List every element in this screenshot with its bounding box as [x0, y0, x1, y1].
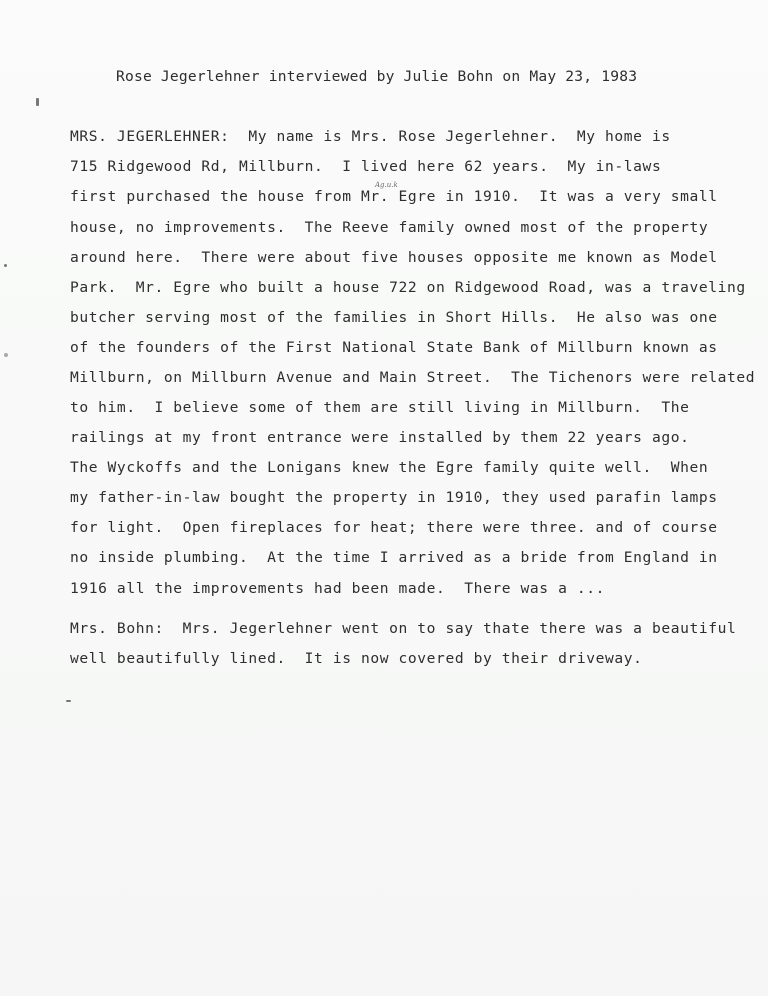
- text-line: to him. I believe some of them are still living in Millburn. The: [70, 399, 690, 416]
- text-line: MRS. JEGERLEHNER: My name is Mrs. Rose Jegerlehner. My home is: [70, 128, 671, 145]
- text-line: The Wyckoffs and the Lonigans knew the Egre family quite well. When: [70, 459, 709, 476]
- margin-mark: [4, 353, 8, 357]
- text-line: Mrs. Bohn: Mrs. Jegerlehner went on to say thate there was a beautiful: [70, 620, 737, 637]
- text-line: Millburn, on Millburn Avenue and Main Street. The Tichenors were related: [70, 369, 756, 386]
- margin-mark: [66, 700, 71, 702]
- document-title: Rose Jegerlehner interviewed by Julie Bohn on May 23, 1983: [116, 68, 638, 85]
- text-line: butcher serving most of the families in Short Hills. He also was one: [70, 309, 718, 326]
- text-line: no inside plumbing. At the time I arrived as a bride from England in: [70, 549, 718, 566]
- text-line: first purchased the house from Mr. Egre in 1910. It was a very small: [70, 188, 718, 205]
- margin-mark: [36, 98, 39, 106]
- margin-mark: [4, 264, 7, 267]
- text-line: of the founders of the First National State Bank of Millburn known as: [70, 339, 718, 356]
- text-line: for light. Open fireplaces for heat; there were three. and of course: [70, 519, 718, 536]
- text-line: house, no improvements. The Reeve family owned most of the property: [70, 219, 709, 236]
- text-line: around here. There were about five houses opposite me known as Model: [70, 249, 718, 266]
- text-line: my father-in-law bought the property in 1910, they used parafin lamps: [70, 489, 718, 506]
- text-line: Park. Mr. Egre who built a house 722 on Ridgewood Road, was a traveling: [70, 279, 746, 296]
- text-line: well beautifully lined. It is now covered by their driveway.: [70, 650, 643, 667]
- text-line: 715 Ridgewood Rd, Millburn. I lived here 62 years. My in-laws: [70, 158, 662, 175]
- text-line: 1916 all the improvements had been made. There was a ...: [70, 580, 606, 597]
- handwritten-annotation: Ag.u.k: [375, 181, 398, 189]
- text-line: railings at my front entrance were installed by them 22 years ago.: [70, 429, 690, 446]
